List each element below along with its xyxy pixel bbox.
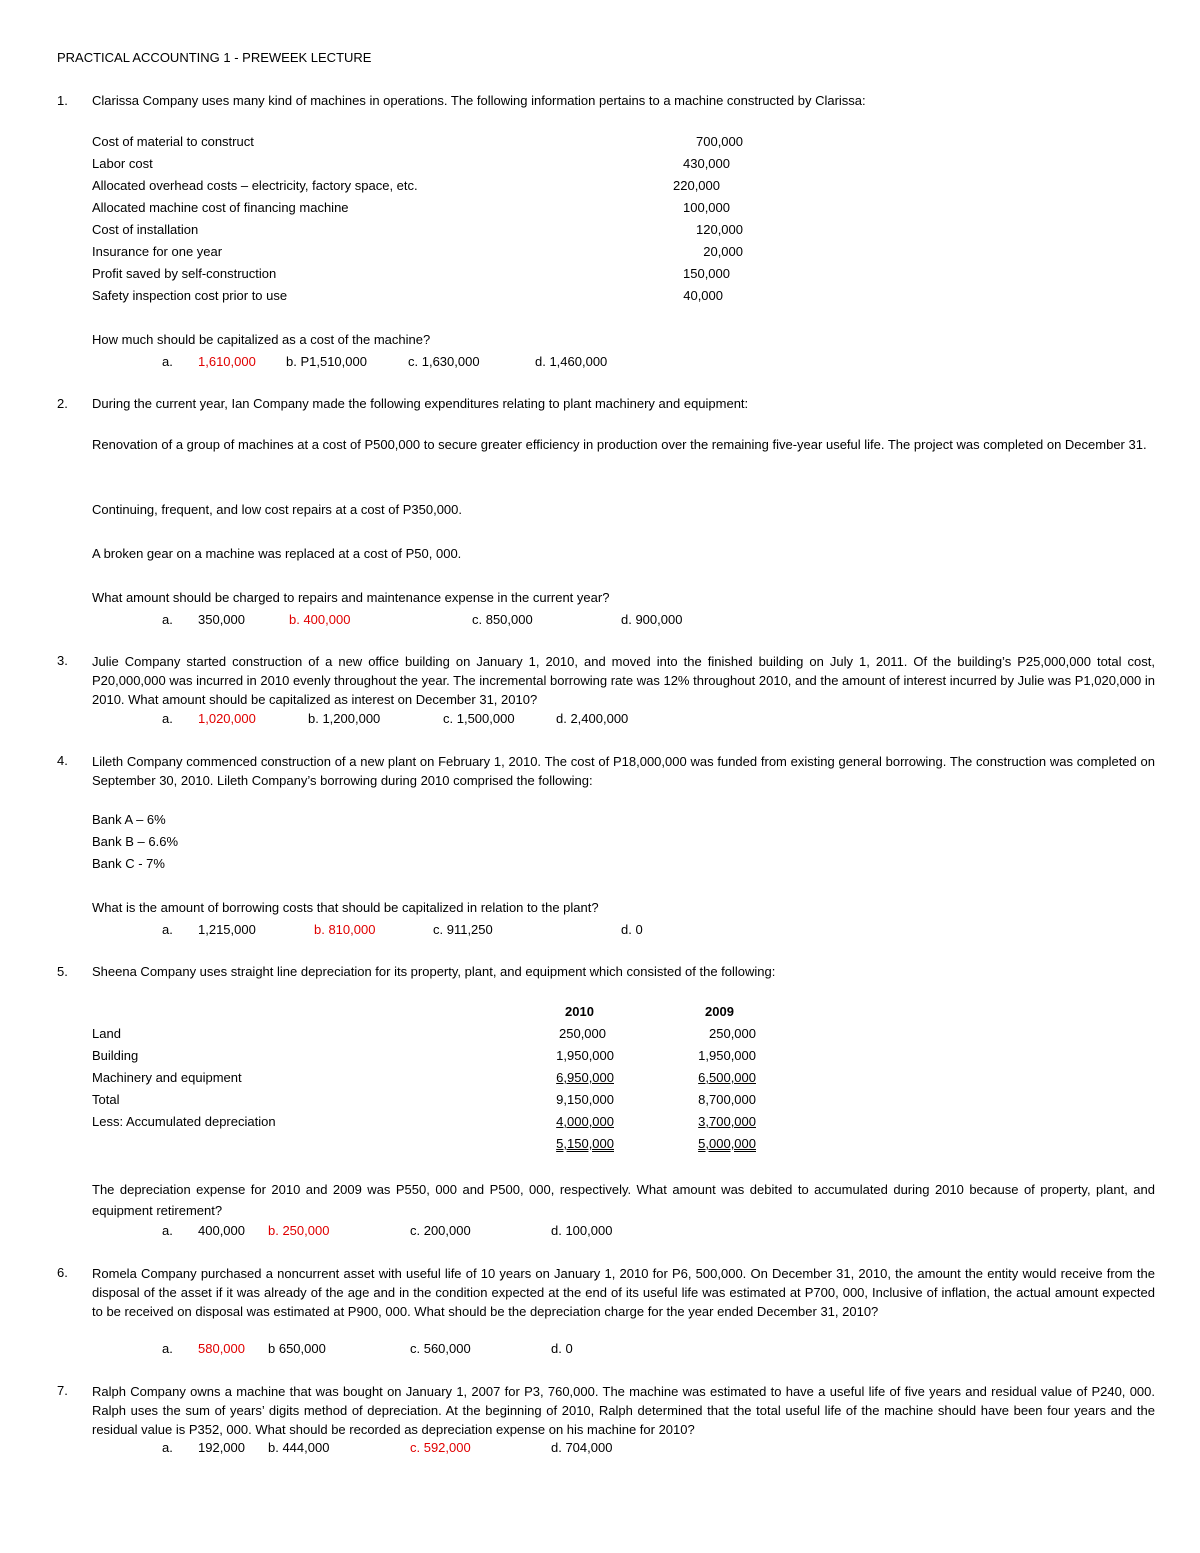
question-number: 7. xyxy=(57,1383,68,1398)
choice-a-letter: a. xyxy=(162,1440,173,1455)
question-prompt: The depreciation expense for 2010 and 2009 was P550, 000 and P500, 000, respectively. What amount was debited to accumulated during 2010 because of property, plant, and equipment retirement? xyxy=(92,1182,1155,1218)
cost-label: Labor cost xyxy=(92,156,153,171)
ppe-net-2009: 5,000,000 xyxy=(698,1136,756,1151)
cost-label: Safety inspection cost prior to use xyxy=(92,288,288,303)
choice-a-letter: a. xyxy=(162,922,173,937)
choice-d: d. 0 xyxy=(551,1341,573,1356)
choice-d: d. 100,000 xyxy=(551,1223,613,1238)
choice-d: d. 900,000 xyxy=(621,612,683,627)
question-number: 2. xyxy=(57,396,68,411)
choice-a-answer: 1,610,000 xyxy=(198,354,256,369)
question-text: Romela Company purchased a noncurrent asset with useful life of 10 years on January 1, 2010 for P6, 500,000. On December 31, 2010, the amount the entity would receive from the disposal of the asset if it was already of the age and in the condition expected at the end of its useful life was estimated at P700, 000, Inclusive of inflation, the actual amount expected to be received on disposal was estimated at P900, 000. What should be the depreciation charge for the year ended December 31, 2010? xyxy=(92,1266,1155,1319)
ppe-value-2010: 250,000 xyxy=(559,1026,606,1041)
choice-c: c. 911,250 xyxy=(433,922,493,937)
choice-a-letter: a. xyxy=(162,354,173,369)
ppe-value-2009: 250,000 xyxy=(709,1026,756,1041)
ppe-value-2009: 8,700,000 xyxy=(698,1092,756,1107)
question-prompt: What amount should be charged to repairs and maintenance expense in the current year? xyxy=(92,590,610,605)
choice-d: d. 1,460,000 xyxy=(535,354,608,369)
ppe-value-2010: 4,000,000 xyxy=(556,1114,614,1129)
choice-a-letter: a. xyxy=(162,711,173,726)
choice-a: 400,000 xyxy=(198,1223,245,1238)
cost-label: Profit saved by self-construction xyxy=(92,266,277,281)
column-header-2010: 2010 xyxy=(565,1004,594,1019)
question-number: 4. xyxy=(57,753,68,768)
choice-b: b 650,000 xyxy=(268,1341,326,1356)
paragraph: Continuing, frequent, and low cost repairs at a cost of P350,000. xyxy=(92,502,463,517)
choice-c: c. 200,000 xyxy=(410,1223,471,1238)
question-text: During the current year, Ian Company made the following expenditures relating to plant machinery and equipment: xyxy=(92,396,749,411)
paragraph: A broken gear on a machine was replaced at a cost of P50, 000. xyxy=(92,546,462,561)
choice-b-answer: b. 810,000 xyxy=(314,922,376,937)
cost-value: 20,000 xyxy=(703,244,743,259)
column-header-2009: 2009 xyxy=(705,1004,734,1019)
ppe-net-2010: 5,150,000 xyxy=(556,1136,614,1151)
page-title: PRACTICAL ACCOUNTING 1 - PREWEEK LECTURE xyxy=(57,50,372,65)
choice-b-answer: b. 400,000 xyxy=(289,612,351,627)
ppe-value-2010: 9,150,000 xyxy=(556,1092,614,1107)
cost-label: Allocated machine cost of financing machine xyxy=(92,200,349,215)
bank-rate: Bank C - 7% xyxy=(92,856,165,871)
choice-c: c. 850,000 xyxy=(472,612,533,627)
question-prompt: What is the amount of borrowing costs that should be capitalized in relation to the plant? xyxy=(92,900,599,915)
choice-b: b. 444,000 xyxy=(268,1440,330,1455)
ppe-label: Machinery and equipment xyxy=(92,1070,242,1085)
cost-value: 120,000 xyxy=(696,222,743,237)
paragraph: Renovation of a group of machines at a cost of P500,000 to secure greater efficiency in production over the remaining five-year useful life. The project was completed on December 31. xyxy=(92,437,1147,452)
question-number: 1. xyxy=(57,93,68,108)
ppe-value-2010: 6,950,000 xyxy=(556,1070,614,1085)
question-number: 5. xyxy=(57,964,68,979)
choice-c: c. 1,500,000 xyxy=(443,711,515,726)
choice-d: d. 704,000 xyxy=(551,1440,613,1455)
choice-d: d. 0 xyxy=(621,922,643,937)
cost-value: 40,000 xyxy=(683,288,723,303)
ppe-value-2009: 3,700,000 xyxy=(698,1114,756,1129)
question-text: Clarissa Company uses many kind of machines in operations. The following information pertains to a machine constructed by Clarissa: xyxy=(92,93,866,108)
question-number: 6. xyxy=(57,1265,68,1280)
bank-rate: Bank B – 6.6% xyxy=(92,834,178,849)
choice-a: 192,000 xyxy=(198,1440,245,1455)
choice-a-answer: 580,000 xyxy=(198,1341,245,1356)
question-text: Julie Company started construction of a new office building on January 1, 2010, and moved into the finished building on July 1, 2011. Of the building’s P25,000,000 total cost, P20,000,000 was incurred in 2010 evenly throughout the year. The incremental borrowing rate was 12% throughout 2010, and the amount of interest incurred by Julie was P1,020,000 in 2010. What amount should be capitalized as interest on December 31, 2010? xyxy=(92,654,1155,707)
question-prompt: How much should be capitalized as a cost of the machine? xyxy=(92,332,431,347)
ppe-label: Total xyxy=(92,1092,120,1107)
ppe-value-2009: 6,500,000 xyxy=(698,1070,756,1085)
choice-d: d. 2,400,000 xyxy=(556,711,629,726)
ppe-value-2010: 1,950,000 xyxy=(556,1048,614,1063)
cost-value: 100,000 xyxy=(683,200,730,215)
ppe-value-2009: 1,950,000 xyxy=(698,1048,756,1063)
question-text: Sheena Company uses straight line depreciation for its property, plant, and equipment which consisted of the following: xyxy=(92,964,776,979)
question-text: Ralph Company owns a machine that was bought on January 1, 2007 for P3, 760,000. The machine was estimated to have a useful life of five years and residual value of P240, 000. Ralph uses the sum of years’ digits method of depreciation. At the beginning of 2010, Ralph determined that the total useful life of the machine should have been four years and the residual value is P352, 000. What should be recorded as depreciation expense on his machine for 2010? xyxy=(92,1384,1155,1437)
choice-b-answer: b. 250,000 xyxy=(268,1223,330,1238)
choice-a-letter: a. xyxy=(162,1223,173,1238)
question-number: 3. xyxy=(57,653,68,668)
cost-value: 220,000 xyxy=(673,178,720,193)
choice-c-answer: c. 592,000 xyxy=(410,1440,471,1455)
cost-value: 430,000 xyxy=(683,156,730,171)
ppe-label: Less: Accumulated depreciation xyxy=(92,1114,276,1129)
cost-label: Cost of material to construct xyxy=(92,134,254,149)
cost-label: Allocated overhead costs – electricity, factory space, etc. xyxy=(92,178,418,193)
cost-label: Cost of installation xyxy=(92,222,199,237)
choice-c: c. 560,000 xyxy=(410,1341,471,1356)
choice-b: b. 1,200,000 xyxy=(308,711,381,726)
choice-a: 1,215,000 xyxy=(198,922,256,937)
bank-rate: Bank A – 6% xyxy=(92,812,166,827)
choice-a: 350,000 xyxy=(198,612,245,627)
choice-c: c. 1,630,000 xyxy=(408,354,480,369)
cost-label: Insurance for one year xyxy=(92,244,223,259)
choice-a-letter: a. xyxy=(162,1341,173,1356)
choice-a-letter: a. xyxy=(162,612,173,627)
question-text: Lileth Company commenced construction of a new plant on February 1, 2010. The cost of P18,000,000 was funded from existing general borrowing. The construction was completed on September 30, 2010. Lileth Company’s borrowing during 2010 comprised the following: xyxy=(92,754,1155,788)
choice-b: b. P1,510,000 xyxy=(286,354,367,369)
cost-value: 150,000 xyxy=(683,266,730,281)
cost-value: 700,000 xyxy=(696,134,743,149)
choice-a-answer: 1,020,000 xyxy=(198,711,256,726)
ppe-label: Building xyxy=(92,1048,139,1063)
ppe-label: Land xyxy=(92,1026,121,1041)
